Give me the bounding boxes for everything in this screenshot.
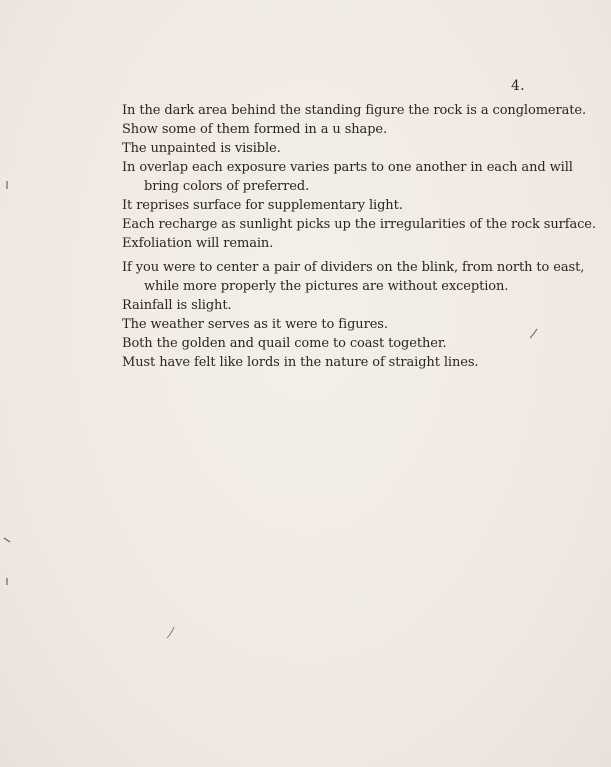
- text-line: Show some of them formed in a u shape.: [122, 122, 388, 137]
- text-line-indented: bring colors of preferred.: [144, 179, 310, 194]
- text-line: Exfoliation will remain.: [122, 236, 274, 251]
- page-number: 4.: [511, 78, 525, 94]
- text-line: If you were to center a pair of dividers on the blink, from north to east,: [122, 260, 585, 275]
- text-line: In the dark area behind the standing figure the rock is a conglomerate.: [122, 103, 587, 118]
- paragraph-1: [122, 101, 596, 253]
- stray-mark: [3, 180, 11, 190]
- text-line: Each recharge as sunlight picks up the irregularities of the rock surface.: [122, 217, 596, 232]
- text-line: The unpainted is visible.: [122, 141, 281, 156]
- stray-mark: [528, 328, 540, 340]
- text-line: It reprises surface for supplementary light.: [122, 198, 403, 213]
- text-line: Both the golden and quail come to coast together.: [122, 336, 447, 351]
- text-line: In overlap each exposure varies parts to one another in each and will: [122, 160, 573, 175]
- stray-mark: [2, 536, 12, 546]
- stray-mark: [3, 577, 11, 587]
- text-line-indented: while more properly the pictures are without exception.: [144, 279, 509, 294]
- text-line: The weather serves as it were to figures.: [122, 317, 388, 332]
- text-line: Must have felt like lords in the nature of straight lines.: [122, 355, 479, 370]
- paragraph-2: [122, 258, 585, 372]
- stray-mark: [164, 626, 178, 640]
- text-line: Rainfall is slight.: [122, 298, 232, 313]
